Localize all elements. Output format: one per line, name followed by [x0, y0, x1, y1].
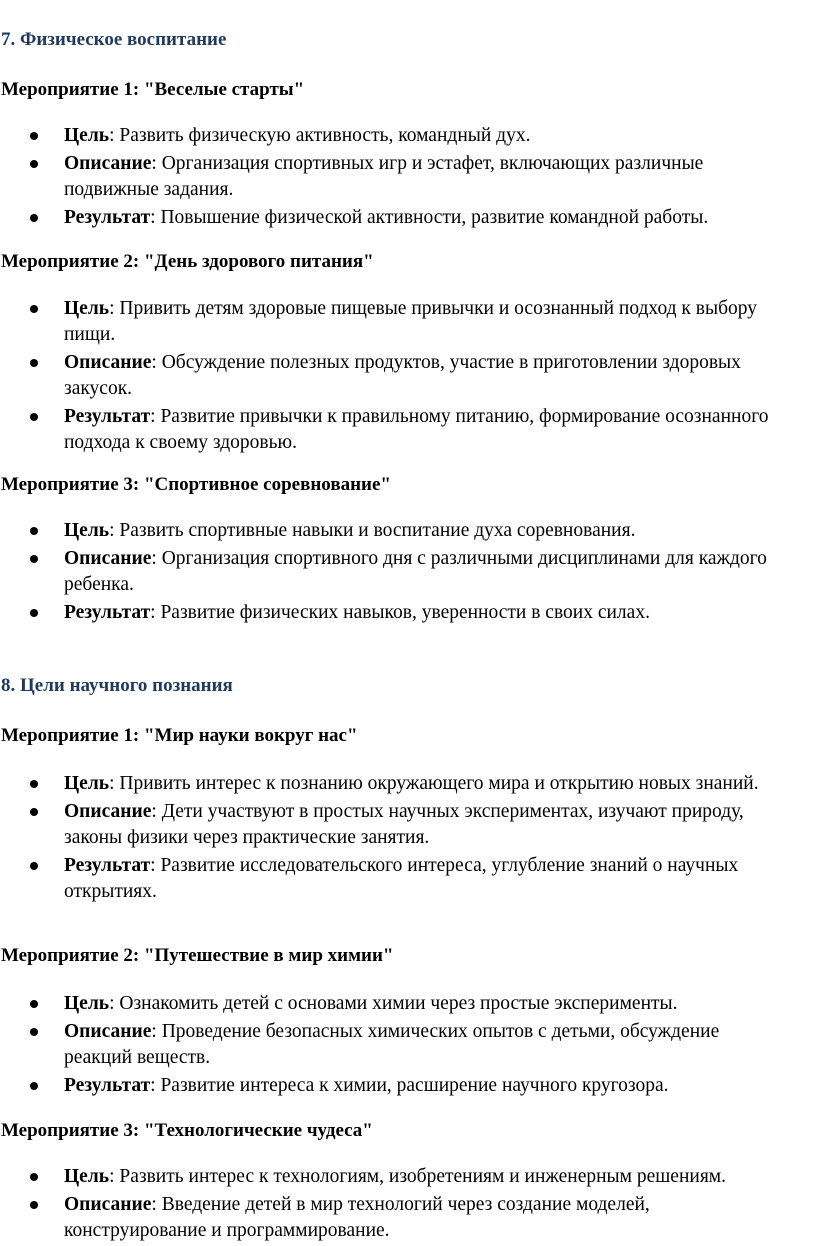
bullet-icon — [30, 1201, 38, 1209]
item-label: Описание — [64, 801, 152, 822]
bullet-icon — [30, 1000, 38, 1008]
item-label: Цель — [64, 520, 110, 541]
section-title-scientific-knowledge: 8. Цели научного познания — [1, 675, 233, 696]
list-item-goal: Цель: Развить физическую активность, командный дух. — [0, 123, 780, 149]
item-text: Развитие привычки к правильному питанию, формирование осознанного подхода к своему здоровью. — [64, 406, 769, 453]
item-label: Описание — [64, 1021, 152, 1042]
bullet-icon — [30, 527, 38, 535]
item-label: Результат — [64, 1075, 151, 1096]
item-text: Привить интерес к познанию окружающего мира и открытию новых знаний. — [119, 773, 759, 794]
list-item-result: Результат: Повышение физической активности, развитие командной работы. — [0, 205, 780, 231]
list-item-result: Результат: Развитие привычки к правильному питанию, формирование осознанного подхода к своему здоровью. — [0, 404, 780, 456]
item-label: Описание — [64, 1194, 152, 1215]
list-item-goal: Цель: Привить интерес к познанию окружающего мира и открытию новых знаний. — [0, 771, 780, 797]
event-title: Мероприятие 3: "Технологические чудеса" — [1, 1120, 373, 1141]
item-label: Цель — [64, 1166, 110, 1187]
list-item-result: Результат: Развитие интереса к химии, расширение научного кругозора. — [0, 1073, 780, 1099]
bullet-icon — [30, 305, 38, 313]
bullet-icon — [30, 214, 38, 222]
event-title: Мероприятие 1: "Мир науки вокруг нас" — [1, 725, 358, 746]
item-label: Описание — [64, 352, 152, 373]
item-text: Организация спортивного дня с различными дисциплинами для каждого ребенка. — [64, 548, 767, 595]
event-title: Мероприятие 1: "Веселые старты" — [1, 79, 305, 100]
item-label: Результат — [64, 207, 151, 228]
item-label: Результат — [64, 406, 151, 427]
item-text: Ознакомить детей с основами химии через простые эксперименты. — [119, 993, 678, 1014]
event-details-list — [0, 296, 780, 458]
bullet-icon — [30, 808, 38, 816]
bullet-icon — [30, 1173, 38, 1181]
bullet-icon — [30, 609, 38, 617]
list-item-result: Результат: Развитие физических навыков, уверенности в своих силах. — [0, 600, 780, 626]
item-text: Развитие исследовательского интереса, углубление знаний о научных открытиях. — [64, 855, 739, 902]
bullet-icon — [30, 862, 38, 870]
item-text: Введение детей в мир технологий через создание моделей, конструирование и программирование. — [64, 1194, 650, 1241]
bullet-icon — [30, 359, 38, 367]
item-text: Дети участвуют в простых научных экспериментах, изучают природу, законы физики через практические занятия. — [64, 801, 744, 848]
item-label: Описание — [64, 548, 152, 569]
event-details-list — [0, 123, 780, 233]
item-label: Результат — [64, 602, 151, 623]
item-text: Развитие интереса к химии, расширение научного кругозора. — [160, 1075, 669, 1096]
item-text: Проведение безопасных химических опытов с детьми, обсуждение реакций веществ. — [64, 1021, 720, 1068]
list-item-description: Описание: Введение детей в мир технологий через создание моделей, конструирование и программирование. — [0, 1192, 780, 1244]
item-text: Повышение физической активности, развитие командной работы. — [160, 207, 709, 228]
item-text: Развить спортивные навыки и воспитание духа соревнования. — [119, 520, 636, 541]
event-details-list — [0, 991, 780, 1101]
event-details-list — [0, 518, 780, 628]
item-text: Развитие физических навыков, уверенности в своих силах. — [160, 602, 650, 623]
item-text: Обсуждение полезных продуктов, участие в приготовлении здоровых закусок. — [64, 352, 741, 399]
bullet-icon — [30, 1028, 38, 1036]
list-item-result: Результат: Развитие исследовательского интереса, углубление знаний о научных открытиях. — [0, 853, 780, 905]
item-text: Развить физическую активность, командный дух. — [119, 125, 531, 146]
list-item-goal: Цель: Развить спортивные навыки и воспитание духа соревнования. — [0, 518, 780, 544]
list-item-description: Описание: Проведение безопасных химических опытов с детьми, обсуждение реакций веществ. — [0, 1019, 780, 1071]
item-label: Описание — [64, 153, 152, 174]
item-label: Цель — [64, 298, 110, 319]
item-label: Цель — [64, 993, 110, 1014]
item-label: Результат — [64, 855, 151, 876]
item-label: Цель — [64, 125, 110, 146]
list-item-description: Описание: Организация спортивного дня с различными дисциплинами для каждого ребенка. — [0, 546, 780, 598]
item-text: Развить интерес к технологиям, изобретениям и инженерным решениям. — [119, 1166, 727, 1187]
event-title: Мероприятие 2: "Путешествие в мир химии" — [1, 945, 394, 966]
bullet-icon — [30, 132, 38, 140]
event-title: Мероприятие 3: "Спортивное соревнование" — [1, 474, 391, 495]
list-item-description: Описание: Дети участвуют в простых научных экспериментах, изучают природу, законы физики через практические занятия. — [0, 799, 780, 851]
item-text: Привить детям здоровые пищевые привычки и осознанный подход к выбору пищи. — [64, 298, 758, 345]
list-item-goal: Цель: Развить интерес к технологиям, изобретениям и инженерным решениям. — [0, 1164, 780, 1190]
event-details-list — [0, 1164, 780, 1246]
bullet-icon — [30, 555, 38, 563]
item-label: Цель — [64, 773, 110, 794]
bullet-icon — [30, 413, 38, 421]
list-item-goal: Цель: Ознакомить детей с основами химии через простые эксперименты. — [0, 991, 780, 1017]
list-item-goal: Цель: Привить детям здоровые пищевые привычки и осознанный подход к выбору пищи. — [0, 296, 780, 348]
bullet-icon — [30, 780, 38, 788]
bullet-icon — [30, 1082, 38, 1090]
section-title-physical-education: 7. Физическое воспитание — [1, 29, 227, 50]
event-title: Мероприятие 2: "День здорового питания" — [1, 251, 374, 272]
bullet-icon — [30, 160, 38, 168]
event-details-list — [0, 771, 780, 907]
list-item-description: Описание: Организация спортивных игр и эстафет, включающих различные подвижные задания. — [0, 151, 780, 203]
list-item-description: Описание: Обсуждение полезных продуктов, участие в приготовлении здоровых закусок. — [0, 350, 780, 402]
item-text: Организация спортивных игр и эстафет, включающих различные подвижные задания. — [64, 153, 704, 200]
